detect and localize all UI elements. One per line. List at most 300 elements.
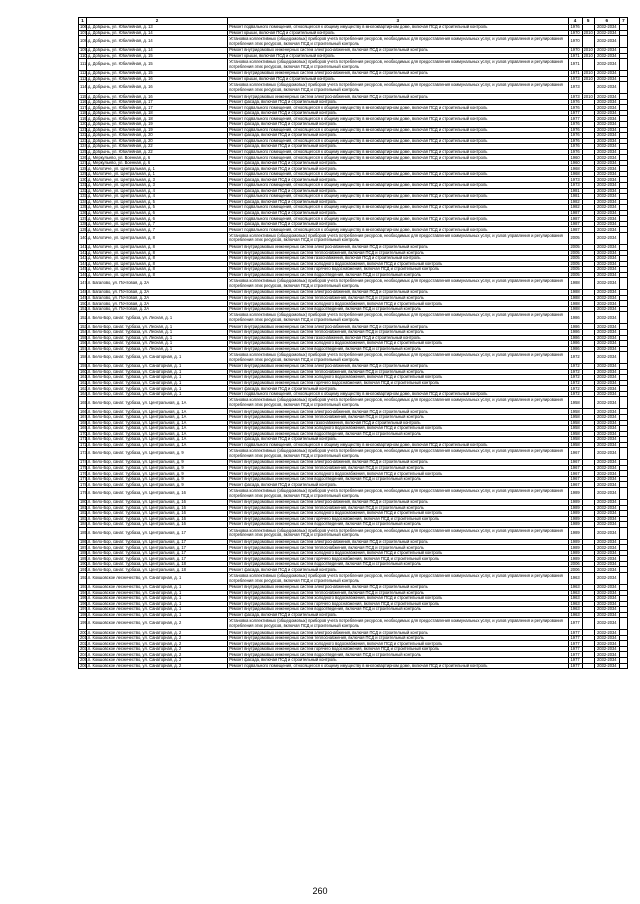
row-number: 138. [80,221,88,227]
row-number: 120. [80,121,88,127]
row-number: 197. [80,606,88,612]
year-built-cell: 1967 [568,471,582,477]
last-repair-year-cell [582,59,594,71]
address-cell: д. Добрынь, ул. Юбилейная, д. 15 [87,59,228,71]
address-cell: д. Молотиче, ул. Центральная, д. 1 [87,171,228,177]
year-built-cell: 1982 [568,199,582,205]
work-type-cell: Ремонт внутридомовых инженерных систем холодного водоснабжения, включая ПСД и строительный контроль [228,596,568,602]
row-number: 174. [80,459,88,465]
work-type-cell: Ремонт фасада, включая ПСД и строительный контроль [228,166,568,172]
planned-period-cell: 2032-2034 [594,397,619,409]
work-type-cell: Установка коллективных (общедомовых) приборов учета потребления ресурсов, необходимых для предоставления коммунальных услуг, и узлов управления и регулирования потребления этих ресурсов, включая ПСД и строительный контроль [228,82,568,94]
address-cell: п. Бело-Бор, санат. турбаза, ул. Центральная, д. 16 [87,511,228,517]
row-number: 151. [80,306,88,312]
row-number: 204. [80,651,88,657]
address-cell: п. Бело-Бор, санат. турбаза, ул. Санаторная, д. 1 [87,386,228,392]
address-cell: д. Добрынь, ул. Юбилейная, д. 16 [87,94,228,100]
year-built-cell: 1987 [568,221,582,227]
work-type-cell: Установка коллективных (общедомовых) приборов учета потребления ресурсов, необходимых для предоставления коммунальных услуг, и узлов управления и регулирования потребления этих ресурсов, включая ПСД и строительный контроль [228,527,568,539]
row-number: 122. [80,132,88,138]
work-type-cell: Ремонт внутридомовых инженерных систем электроснабжения, включая ПСД и строительный контроль [228,244,568,250]
year-built-cell: 1960 [568,155,582,161]
table-row [79,573,628,585]
planned-period-cell: 2032-2034 [594,155,619,161]
address-cell: п. Бело-Бор, санат. турбаза, ул. Центральная, д. 9 [87,448,228,460]
address-cell: д. Добрынь, ул. Юбилейная, д. 14 [87,48,228,54]
work-type-cell: Ремонт внутридомовых инженерных систем газоснабжения, включая ПСД и строительный контроль [228,420,568,426]
row-number: 129. [80,171,88,177]
column-header: 1 [79,18,87,25]
table-row [79,59,628,71]
address-cell: д. Молотиче, ул. Центральная, д. 3 [87,183,228,189]
last-repair-year-cell [582,232,594,244]
last-repair-year-cell [582,82,594,94]
planned-period-cell: 2032-2034 [594,171,619,177]
row-number: 145. [80,266,88,272]
year-built-cell: 2005 [568,232,582,244]
year-built-cell: 1989 [568,550,582,556]
planned-period-cell: 2032-2034 [594,522,619,528]
address-cell: п. Бело-Бор, санат. турбаза, ул. Центральная, д. 18 [87,561,228,567]
planned-period-cell: 2032-2034 [594,250,619,256]
planned-period-cell: 2032-2034 [594,618,619,630]
year-built-cell: 2005 [568,244,582,250]
work-type-cell: Ремонт внутридомовых инженерных систем электроснабжения, включая ПСД и строительный контроль [228,48,568,54]
planned-period-cell: 2032-2034 [594,244,619,250]
row-number: 132. [80,187,88,193]
row-number: 179. [79,488,87,500]
column-header: 5 [582,18,594,25]
year-built-cell: 1970 [568,30,582,36]
work-type-cell: Ремонт подвального помещения, относящегося к общему имуществу в многоквартирном доме, включая ПСД и строительный контроль [228,205,568,211]
year-built-cell: 1970 [568,36,582,48]
address-cell: п. Бело-Бор, санат. турбаза, ул. Санаторная, д. 1 [87,380,228,386]
year-built-cell: 1977 [568,658,582,664]
planned-period-cell: 2032-2034 [594,550,619,556]
address-cell: д. Добрынь, ул. Юбилейная, д. 20 [87,138,228,144]
address-cell: п. Кокшовское лесничество, ул. Санаторная, д. 2 [87,658,228,664]
address-cell: п. Бело-Бор, санат. турбаза, ул. Центральная, д. 16 [87,516,228,522]
work-type-cell: Установка коллективных (общедомовых) приборов учета потребления ресурсов, необходимых для предоставления коммунальных услуг, и узлов управления и регулирования потребления этих ресурсов, включая ПСД и строительный контроль [228,278,568,290]
year-built-cell: 1958 [568,431,582,437]
empty-cell [619,573,627,585]
planned-period-cell: 2032-2034 [594,635,619,641]
planned-period-cell: 2032-2034 [594,641,619,647]
address-cell: п. Кокшовское лесничество, ул. Санаторная, д. 1 [87,596,228,602]
work-type-cell: Ремонт фасада, включая ПСД и строительный контроль [228,437,568,443]
planned-period-cell: 2032-2034 [594,71,619,77]
address-cell: д. Добрынь, ул. Юбилейная, д. 19 [87,127,228,133]
planned-period-cell: 2032-2034 [594,437,619,443]
row-number: 114. [79,82,87,94]
work-type-cell: Ремонт фасада, включая ПСД и строительный контроль [228,221,568,227]
work-type-cell: Установка коллективных (общедомовых) приборов учета потребления ресурсов, необходимых для предоставления коммунальных услуг, и узлов управления и регулирования потребления этих ресурсов, включая ПСД и строительный контроль [228,448,568,460]
year-built-cell: 1977 [568,635,582,641]
year-built-cell: 1986 [568,329,582,335]
address-cell: д. Добрынь, ул. Юбилейная, д. 17 [87,99,228,105]
year-built-cell: 1973 [568,183,582,189]
empty-cell [619,278,627,290]
address-cell: д. Молотиче, ул. Центральная, д. 8 [87,232,228,244]
planned-period-cell: 2032-2034 [594,646,619,652]
work-type-cell: Ремонт подвального помещения, относящегося к общему имуществу в многоквартирном доме, включая ПСД и строительный контроль [228,25,568,31]
planned-period-cell: 2032-2034 [594,380,619,386]
work-type-cell: Ремонт подвального помещения, относящегося к общему имуществу в многоквартирном доме, включая ПСД и строительный контроль [228,663,568,669]
address-cell: п. Бело-Бор, санат. турбаза, ул. Лесная, д. 1 [87,335,228,341]
year-built-cell: 1973 [568,177,582,183]
year-built-cell: 1972 [568,386,582,392]
address-cell: д. Меркульево, ул. Военная, д. 6 [87,160,228,166]
table-row [79,488,628,500]
year-built-cell: 1972 [568,375,582,381]
year-built-cell: 2005 [568,272,582,278]
empty-cell [619,352,627,364]
row-number: 156. [80,340,88,346]
planned-period-cell: 2032-2034 [594,414,619,420]
address-cell: п. Бело-Бор, санат. турбаза, ул. Центральная, д. 16 [87,522,228,528]
work-type-cell: Ремонт внутридомовых инженерных систем теплоснабжения, включая ПСД и строительный контроль [228,465,568,471]
row-number: 186. [80,538,88,544]
work-type-cell: Ремонт внутридомовых инженерных систем холодного водоснабжения, включая ПСД и строительный контроль [228,471,568,477]
address-cell: п. Бело-Бор, санат. турбаза, ул. Центральная, д. 9 [87,482,228,488]
empty-cell [619,312,627,324]
planned-period-cell: 2032-2034 [594,607,619,613]
year-built-cell: 1981 [568,194,582,200]
row-number: 178. [80,481,88,487]
year-built-cell: 1973 [568,76,582,82]
work-type-cell: Ремонт подвального помещения, относящегося к общему имуществу в многоквартирном доме, включая ПСД и строительный контроль [228,391,568,397]
year-built-cell: 1958 [568,409,582,415]
row-number: 136. [80,209,88,215]
row-number: 140. [79,232,87,244]
planned-period-cell: 2032-2034 [594,110,619,116]
planned-period-cell: 2032-2034 [594,364,619,370]
year-built-cell: 1988 [568,295,582,301]
work-type-cell: Ремонт внутридомовых инженерных систем водоотведения, включая ПСД и строительный контроль [228,431,568,437]
planned-period-cell: 2032-2034 [594,48,619,54]
work-type-cell: Установка коллективных (общедомовых) приборов учета потребления ресурсов, необходимых для предоставления коммунальных услуг, и узлов управления и регулирования потребления этих ресурсов, включая ПСД и строительный контроль [228,36,568,48]
year-built-cell: 1986 [568,346,582,352]
row-number: 183. [80,515,88,521]
year-built-cell: 1972 [568,391,582,397]
planned-period-cell: 2032-2034 [594,199,619,205]
table-row [79,397,628,409]
planned-period-cell: 2032-2034 [594,561,619,567]
page-number: 260 [312,886,328,896]
planned-period-cell: 2032-2034 [594,391,619,397]
address-cell: п. Бело-Бор, санат. турбаза, ул. Центральная, д. 17 [87,545,228,551]
address-cell: п. Бело-Бор, санат. турбаза, ул. Центральная, д. 9 [87,465,228,471]
row-number: 199. [79,618,87,630]
last-repair-year-cell [582,278,594,290]
planned-period-cell: 2032-2034 [594,76,619,82]
work-type-cell: Ремонт внутридомовых инженерных систем водоотведения, включая ПСД и строительный контроль [228,607,568,613]
planned-period-cell: 2032-2034 [594,431,619,437]
work-type-cell: Ремонт подвального помещения, относящегося к общему имуществу в многоквартирном доме, включая ПСД и строительный контроль [228,127,568,133]
address-cell: п. Бело-Бор, санат. турбаза, ул. Центральная, д. 18 [87,567,228,573]
work-type-cell: Ремонт внутридомовых инженерных систем газоснабжения, включая ПСД и строительный контроль [228,335,568,341]
planned-period-cell: 2032-2034 [594,527,619,539]
work-type-cell: Установка коллективных (общедомовых) приборов учета потребления ресурсов, необходимых для предоставления коммунальных услуг, и узлов управления и регулирования потребления этих ресурсов, включая ПСД и строительный контроль [228,618,568,630]
work-type-cell: Ремонт внутридомовых инженерных систем горячего водоснабжения, включая ПСД и строительный контроль [228,267,568,273]
row-number: 111. [79,59,87,71]
address-cell: п. Бело-Бор, санат. турбаза, ул. Центральная, д. 16 [87,505,228,511]
planned-period-cell: 2032-2034 [594,590,619,596]
address-cell: д. Молотиче, ул. Центральная, д. 8 [87,244,228,250]
work-type-cell: Ремонт подвального помещения, относящегося к общему имуществу в многоквартирном доме, включая ПСД и строительный контроль [228,138,568,144]
row-number: 158. [79,352,87,364]
work-type-cell: Установка коллективных (общедомовых) приборов учета потребления ресурсов, необходимых для предоставления коммунальных услуг, и узлов управления и регулирования потребления этих ресурсов, включая ПСД и строительный контроль [228,232,568,244]
year-built-cell: 1972 [568,380,582,386]
row-number: 161. [80,374,88,380]
row-number: 152. [79,312,87,324]
work-type-cell: Ремонт фасада, включая ПСД и строительный контроль [228,188,568,194]
planned-period-cell: 2032-2034 [594,194,619,200]
address-cell: п. Багалово, ул. Почтовая, д. 2А [87,301,228,307]
row-number: 176. [80,470,88,476]
row-number: 206. [80,662,88,668]
work-type-cell: Ремонт внутридомовых инженерных систем водоотведения, включая ПСД и строительный контроль [228,522,568,528]
planned-period-cell: 2032-2034 [594,216,619,222]
address-cell: п. Бело-Бор, санат. турбаза, ул. Центральная, д. 1А [87,442,228,448]
year-built-cell: 1971 [568,53,582,59]
planned-period-cell: 2032-2034 [594,465,619,471]
year-built-cell: 1976 [568,133,582,139]
planned-period-cell: 2032-2034 [594,116,619,122]
address-cell: д. Молотиче, ул. Центральная, д. 4 [87,194,228,200]
address-cell: д. Молотиче, ул. Центральная, д. 8 [87,272,228,278]
column-header: 3 [228,18,568,25]
work-type-cell: Ремонт подвального помещения, относящегося к общему имуществу в многоквартирном доме, включая ПСД и строительный контроль [228,149,568,155]
year-built-cell: 1972 [568,364,582,370]
planned-period-cell: 2032-2034 [594,409,619,415]
address-cell: д. Молотиче, ул. Центральная, д. 8 [87,250,228,256]
planned-period-cell: 2032-2034 [594,516,619,522]
work-type-cell: Ремонт подвального помещения, относящегося к общему имуществу в многоквартирном доме, включая ПСД и строительный контроль [228,194,568,200]
work-type-cell: Ремонт внутридомовых инженерных систем электроснабжения, включая ПСД и строительный контроль [228,71,568,77]
row-number: 202. [80,640,88,646]
work-type-cell: Ремонт внутридомовых инженерных систем водоотведения, включая ПСД и строительный контроль [228,652,568,658]
document-table-container [78,17,628,669]
row-number: 167. [80,414,88,420]
work-type-cell: Ремонт внутридомовых инженерных систем электроснабжения, включая ПСД и строительный контроль [228,409,568,415]
work-type-cell: Ремонт внутридомовых инженерных систем теплоснабжения, включая ПСД и строительный контроль [228,414,568,420]
row-number: 184. [80,521,88,527]
row-number: 146. [80,271,88,277]
planned-period-cell: 2032-2034 [594,160,619,166]
work-type-cell: Ремонт внутридомовых инженерных систем теплоснабжения, включая ПСД и строительный контроль [228,505,568,511]
row-number: 117. [80,104,88,110]
year-built-cell: 1976 [568,105,582,111]
year-built-cell: 1989 [568,511,582,517]
address-cell: п. Бело-Бор, санат. турбаза, ул. Центральная, д. 16 [87,488,228,500]
planned-period-cell: 2032-2034 [594,122,619,128]
year-built-cell: 1968 [568,166,582,172]
year-built-cell: 1986 [568,335,582,341]
work-type-cell: Ремонт внутридомовых инженерных систем холодного водоснабжения, включая ПСД и строительный контроль [228,261,568,267]
planned-period-cell: 2032-2034 [594,573,619,585]
year-built-cell: 1977 [568,630,582,636]
year-built-cell: 1977 [568,618,582,630]
address-cell: д. Добрынь, ул. Юбилейная, д. 19 [87,122,228,128]
work-type-cell: Ремонт фасада, включая ПСД и строительный контроль [228,567,568,573]
address-cell: д. Добрынь, ул. Юбилейная, д. 15 [87,53,228,59]
year-built-cell: 1967 [568,482,582,488]
row-number: 119. [80,115,88,121]
planned-period-cell: 2032-2034 [594,658,619,664]
planned-period-cell: 2032-2034 [594,335,619,341]
empty-cell [619,618,627,630]
address-cell: п. Бело-Бор, санат. турбаза, ул. Центральная, д. 9 [87,471,228,477]
work-type-cell: Ремонт внутридомовых инженерных систем электроснабжения, включая ПСД и строительный контроль [228,460,568,466]
address-cell: п. Кокшовское лесничество, ул. Санаторная, д. 1 [87,601,228,607]
address-cell: п. Бело-Бор, санат. турбаза, ул. Центральная, д. 17 [87,527,228,539]
address-cell: п. Кокшовское лесничество, ул. Санаторная, д. 2 [87,618,228,630]
row-number: 194. [80,589,88,595]
year-built-cell: 1967 [568,460,582,466]
planned-period-cell: 2032-2034 [594,511,619,517]
planned-period-cell: 2032-2034 [594,210,619,216]
planned-period-cell: 2032-2034 [594,290,619,296]
planned-period-cell: 2032-2034 [594,488,619,500]
last-repair-year-cell: 2010 [583,93,593,99]
row-number: 133. [80,193,88,199]
year-built-cell: 1973 [568,94,582,100]
address-cell: п. Бело-Бор, санат. турбаза, ул. Лесная, д. 1 [87,329,228,335]
planned-period-cell: 2032-2034 [594,386,619,392]
planned-period-cell: 2032-2034 [594,149,619,155]
year-built-cell: 1963 [568,601,582,607]
capital-repair-table [78,17,628,669]
row-number: 113. [80,75,88,81]
year-built-cell: 1989 [568,516,582,522]
year-built-cell: 1963 [568,585,582,591]
work-type-cell: Ремонт внутридомовых инженерных систем водоотведения, включая ПСД и строительный контроль [228,346,568,352]
row-number: 127. [80,160,88,166]
address-cell: п. Бело-Бор, санат. турбаза, ул. Центральная, д. 17 [87,550,228,556]
row-number: 191. [80,566,88,572]
row-number: 190. [80,561,88,567]
planned-period-cell: 2032-2034 [594,369,619,375]
work-type-cell: Ремонт внутридомовых инженерных систем электроснабжения, включая ПСД и строительный контроль [228,364,568,370]
work-type-cell: Ремонт внутридомовых инженерных систем холодного водоснабжения, включая ПСД и строительный контроль [228,641,568,647]
planned-period-cell: 2032-2034 [594,36,619,48]
work-type-cell: Ремонт внутридомовых инженерных систем электроснабжения, включая ПСД и строительный контроль [228,290,568,296]
last-repair-year-cell [582,448,594,460]
year-built-cell: 1977 [568,110,582,116]
address-cell: д. Добрынь, ул. Юбилейная, д. 16 [87,76,228,82]
year-built-cell: 1958 [568,437,582,443]
last-repair-year-cell [582,527,594,539]
planned-period-cell: 2032-2034 [594,596,619,602]
table-body [79,25,628,669]
planned-period-cell: 2032-2034 [594,500,619,506]
planned-period-cell: 2032-2034 [594,127,619,133]
row-number: 160. [80,368,88,374]
planned-period-cell: 2032-2034 [594,272,619,278]
address-cell: п. Бело-Бор, санат. турбаза, ул. Санаторная, д. 1 [87,369,228,375]
planned-period-cell: 2032-2034 [594,53,619,59]
row-number: 180. [80,499,88,505]
row-number: 162. [80,380,88,386]
work-type-cell: Ремонт внутридомовых инженерных систем теплоснабжения, включая ПСД и строительный контроль [228,545,568,551]
row-number: 177. [80,476,88,482]
address-cell: п. Бело-Бор, санат. турбаза, ул. Центральная, д. 16 [87,500,228,506]
row-number: 116. [80,99,88,105]
address-cell: п. Бело-Бор, санат. турбаза, ул. Центральная, д. 1А [87,409,228,415]
row-number: 141. [80,244,88,250]
work-type-cell: Ремонт подвального помещения, относящегося к общему имуществу в многоквартирном доме, включая ПСД и строительный контроль [228,216,568,222]
planned-period-cell: 2032-2034 [594,25,619,31]
work-type-cell: Ремонт внутридомовых инженерных систем электроснабжения, включая ПСД и строительный контроль [228,539,568,545]
planned-period-cell: 2032-2034 [594,166,619,172]
work-type-cell: Ремонт внутридомовых инженерных систем теплоснабжения, включая ПСД и строительный контроль [228,635,568,641]
last-repair-year-cell: 2010 [583,70,593,76]
table-row [79,36,628,48]
address-cell: д. Молотиче, ул. Центральная, д. 3 [87,177,228,183]
address-cell: д. Молотиче, ул. Центральная, д. 7 [87,227,228,233]
work-type-cell: Ремонт фасада, включая ПСД и строительный контроль [228,144,568,150]
address-cell: д. Добрынь, ул. Юбилейная, д. 14 [87,36,228,48]
year-built-cell: 1977 [568,116,582,122]
work-type-cell: Установка коллективных (общедомовых) приборов учета потребления ресурсов, необходимых для предоставления коммунальных услуг, и узлов управления и регулирования потребления этих ресурсов, включая ПСД и строительный контроль [228,573,568,585]
work-type-cell: Ремонт подвального помещения, относящегося к общему имуществу в многоквартирном доме, включая ПСД и строительный контроль [228,155,568,161]
column-header: 7 [619,18,627,25]
row-number: 163. [80,385,88,391]
planned-period-cell: 2032-2034 [594,82,619,94]
address-cell: д. Молотиче, ул. Центральная, д. 6 [87,210,228,216]
address-cell: п. Бело-Бор, санат. турбаза, ул. Центральная, д. 1А [87,431,228,437]
year-built-cell: 1986 [568,312,582,324]
address-cell: д. Добрынь, ул. Юбилейная, д. 20 [87,133,228,139]
work-type-cell: Ремонт подвального помещения, относящегося к общему имуществу в многоквартирном доме, включая ПСД и строительный контроль [228,227,568,233]
planned-period-cell: 2032-2034 [594,301,619,307]
address-cell: д. Молотиче, ул. Центральная, д. 1 [87,166,228,172]
work-type-cell: Ремонт фасада, включая ПСД и строительный контроль [228,612,568,618]
planned-period-cell: 2032-2034 [594,205,619,211]
year-built-cell: 1988 [568,290,582,296]
row-number: 134. [80,198,88,204]
planned-period-cell: 2032-2034 [594,99,619,105]
address-cell: д. Добрынь, ул. Юбилейная, д. 18 [87,116,228,122]
empty-cell [619,663,627,669]
work-type-cell: Установка коллективных (общедомовых) приборов учета потребления ресурсов, необходимых для предоставления коммунальных услуг, и узлов управления и регулирования потребления этих ресурсов, включая ПСД и строительный контроль [228,352,568,364]
year-built-cell: 1958 [568,442,582,448]
planned-period-cell: 2032-2034 [594,630,619,636]
work-type-cell: Ремонт внутридомовых инженерных систем горячего водоснабжения, включая ПСД и строительный контроль [228,516,568,522]
planned-period-cell: 2032-2034 [594,352,619,364]
row-number: 137. [80,215,88,221]
year-built-cell: 1970 [568,48,582,54]
row-number: 165. [79,397,87,409]
row-number: 106. [80,24,88,30]
planned-period-cell: 2032-2034 [594,188,619,194]
address-cell: п. Кокшовское лесничество, ул. Санаторная, д. 2 [87,663,228,669]
year-built-cell: 1963 [568,607,582,613]
work-type-cell: Ремонт внутридомовых инженерных систем горячего водоснабжения, включая ПСД и строительный контроль [228,556,568,562]
year-built-cell: 1982 [568,205,582,211]
year-built-cell: 1989 [568,556,582,562]
planned-period-cell: 2032-2034 [594,375,619,381]
last-repair-year-cell: 2010 [583,75,593,81]
planned-period-cell: 2032-2034 [594,442,619,448]
address-cell: д. Молотиче, ул. Центральная, д. 7 [87,221,228,227]
address-cell: п. Кокшовское лесничество, ул. Санаторная, д. 1 [87,585,228,591]
planned-period-cell: 2032-2034 [594,227,619,233]
work-type-cell: Установка коллективных (общедомовых) приборов учета потребления ресурсов, необходимых для предоставления коммунальных услуг, и узлов управления и регулирования потребления этих ресурсов, включая ПСД и строительный контроль [228,312,568,324]
address-cell: д. Молотиче, ул. Центральная, д. 8 [87,256,228,262]
address-cell: д. Молотиче, ул. Центральная, д. 4 [87,188,228,194]
